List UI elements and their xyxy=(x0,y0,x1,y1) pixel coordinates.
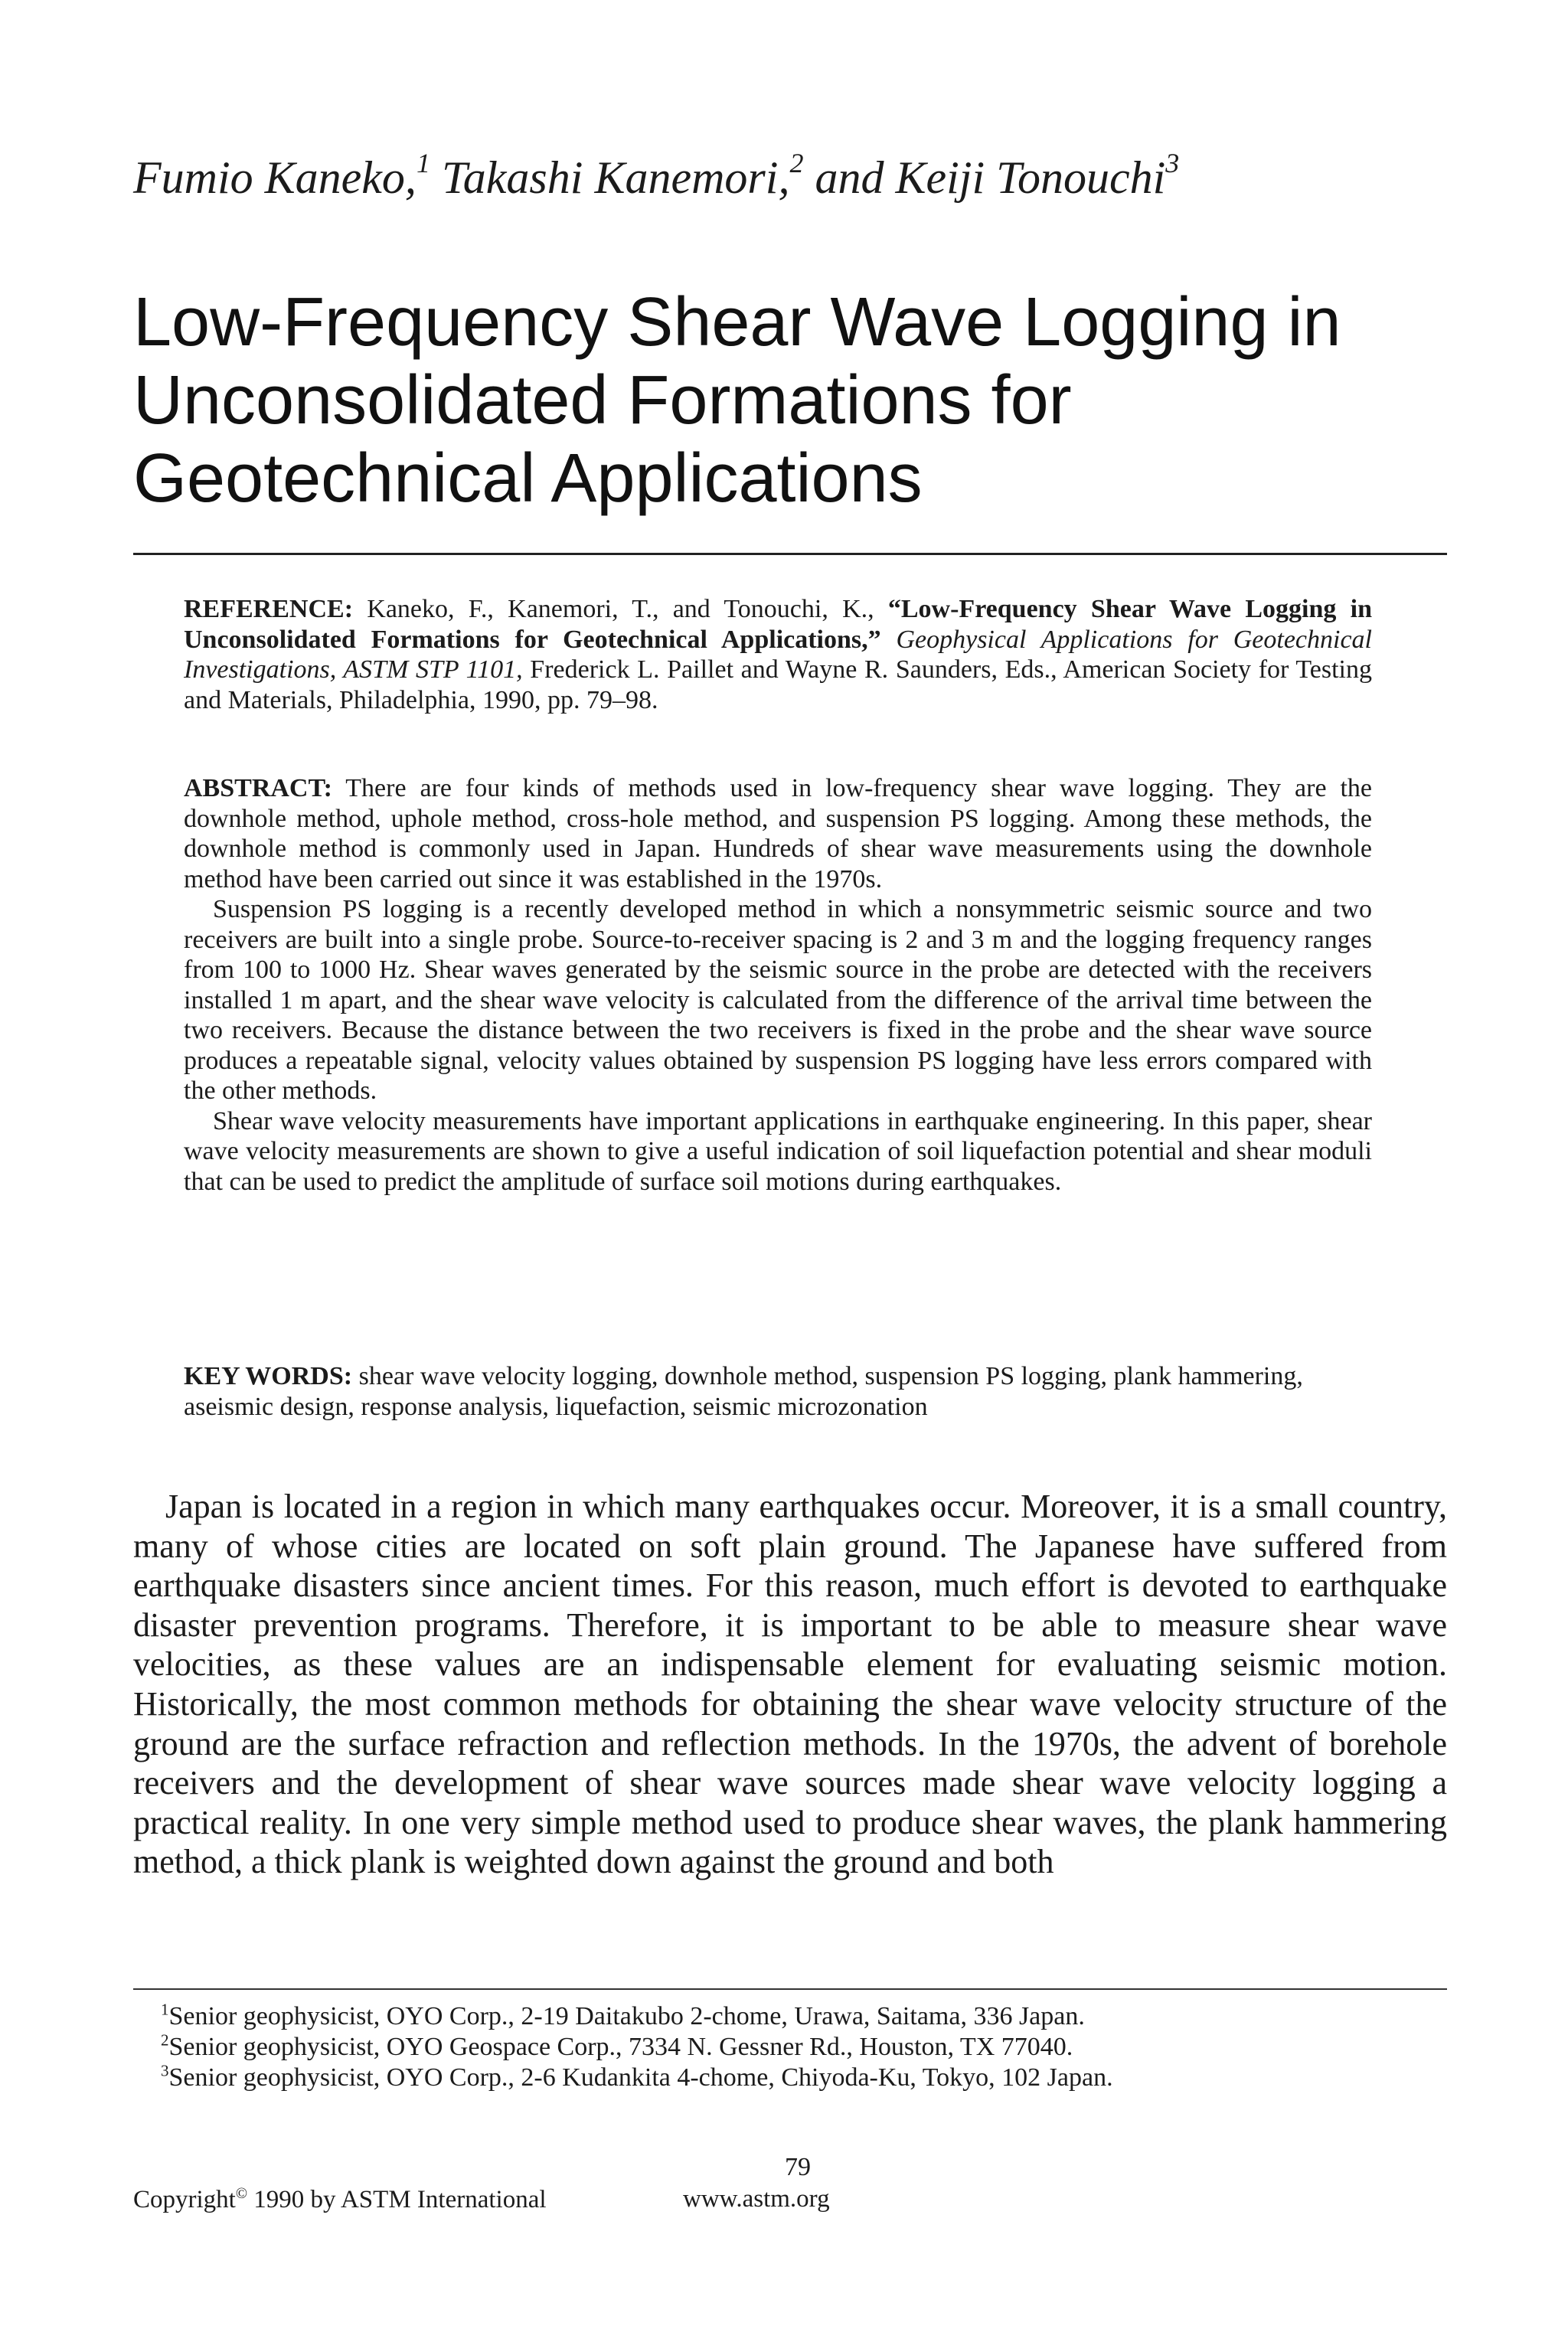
footnote-mark: 3 xyxy=(1165,148,1180,178)
copyright-prefix: Copyright xyxy=(133,2186,236,2213)
abstract-block xyxy=(184,773,1372,1197)
paper-title: Low-Frequency Shear Wave Logging in Unconsolidated Formations for Geotechnical Applications xyxy=(133,284,1341,517)
footnote xyxy=(161,2063,1432,2093)
reference-publication: Geophysical Applications for Geotechnical Investigations, ASTM STP 1101, xyxy=(184,625,1372,684)
copyright-notice xyxy=(133,2185,547,2214)
footnote-text: Senior geophysicist, OYO Geospace Corp., 7334 N. Gessner Rd., Houston, TX 77040. xyxy=(168,2033,1073,2061)
abstract-paragraph: Shear wave velocity measurements have important applications in earthquake engineering. In this paper, shear wave velocity measurements are shown to give a useful indication of soil liquefaction potential and shear moduli that can be used to predict the amplitude of surface soil motions during earthquakes. xyxy=(184,1106,1372,1196)
footnote-mark: 2 xyxy=(161,2030,169,2050)
author-name: Keiji Tonouchi xyxy=(895,152,1166,203)
footnote xyxy=(161,2001,1432,2032)
author-name: Fumio Kaneko, xyxy=(133,152,416,203)
abstract-label: ABSTRACT: xyxy=(184,774,332,802)
footnote xyxy=(161,2032,1432,2063)
keywords-text: shear wave velocity logging, downhole method, suspension PS logging, plank hammering, aseismic design, response analysis, liquefaction, seismic microzonation xyxy=(184,1362,1303,1421)
abstract-paragraph xyxy=(184,773,1372,894)
footnote-divider xyxy=(133,1988,1447,1990)
copyright-text: 1990 by ASTM International xyxy=(253,2186,547,2213)
page-number: 79 xyxy=(785,2153,811,2181)
abstract-paragraph: Suspension PS logging is a recently developed method in which a nonsymmetric seismic source and two receivers are built into a single probe. Source-to-receiver spacing is 2 and 3 m and the logging frequency ranges from 100 to 1000 Hz. Shear waves generated by the seismic source in the probe are detected with the receivers installed 1 m apart, and the shear wave velocity is calculated from the difference of the arrival time between the two receivers. Because the distance between the two receivers is fixed in the probe and the shear wave source produces a repeatable signal, velocity values obtained by suspension PS logging have less errors compared with the other methods. xyxy=(184,895,1372,1105)
footnote-mark: 1 xyxy=(161,2000,169,2019)
author-conjunction: and xyxy=(815,152,884,203)
reference-details: Frederick L. Paillet and Wayne R. Saunders, Eds., American Society for Testing and Materials, Philadelphia, 1990, pp. 79–98. xyxy=(184,655,1373,714)
footnote-mark: 2 xyxy=(789,148,804,178)
title-divider xyxy=(133,553,1447,555)
reference-authors: Kaneko, F., Kanemori, T., and Tonouchi, K., xyxy=(367,595,874,623)
footnote-text: Senior geophysicist, OYO Corp., 2-19 Daitakubo 2-chome, Urawa, Saitama, 336 Japan. xyxy=(168,2002,1085,2030)
footnote-mark: 1 xyxy=(416,148,430,178)
footnote-mark: 3 xyxy=(161,2061,169,2080)
reference-block xyxy=(184,594,1372,715)
reference-label: REFERENCE: xyxy=(184,595,354,623)
website-url: www.astm.org xyxy=(683,2185,830,2213)
reference-paper-title: “Low-Frequency Shear Wave Logging in Unconsolidated Formations for Geotechnical Applications,” xyxy=(184,595,1372,654)
keywords-label: KEY WORDS: xyxy=(184,1362,353,1390)
author-line xyxy=(133,150,1450,205)
footnotes xyxy=(161,2001,1432,2093)
author-name: Takashi Kanemori, xyxy=(441,152,790,203)
footnote-text: Senior geophysicist, OYO Corp., 2-6 Kudankita 4-chome, Chiyoda-Ku, Tokyo, 102 Japan. xyxy=(168,2063,1113,2092)
abstract-text: There are four kinds of methods used in low-frequency shear wave logging. They are the downhole method, uphole method, cross-hole method, and suspension PS logging. Among these methods, the downhole method is commonly used in Japan. Hundreds of shear wave measurements using the downhole method have been carried out since it was established in the 1970s. xyxy=(184,774,1372,893)
keywords-block xyxy=(184,1361,1372,1422)
copyright-symbol: © xyxy=(235,2185,248,2202)
body-paragraph: Japan is located in a region in which many earthquakes occur. Moreover, it is a small country, many of whose cities are located on soft plain ground. The Japanese have suffered from earthquake disasters since ancient times. For this reason, much effort is devoted to earthquake disaster prevention programs. Therefore, it is important to be able to measure shear wave velocities, as these values are an indispensable element for evaluating seismic motion. Historically, the most common methods for obtaining the shear wave velocity structure of the ground are the surface refraction and reflection methods. In the 1970s, the advent of borehole receivers and the development of shear wave sources made shear wave velocity logging a practical reality. In one very simple method used to produce shear waves, the plank hammering method, a thick plank is weighted down against the ground and both xyxy=(133,1488,1447,1881)
